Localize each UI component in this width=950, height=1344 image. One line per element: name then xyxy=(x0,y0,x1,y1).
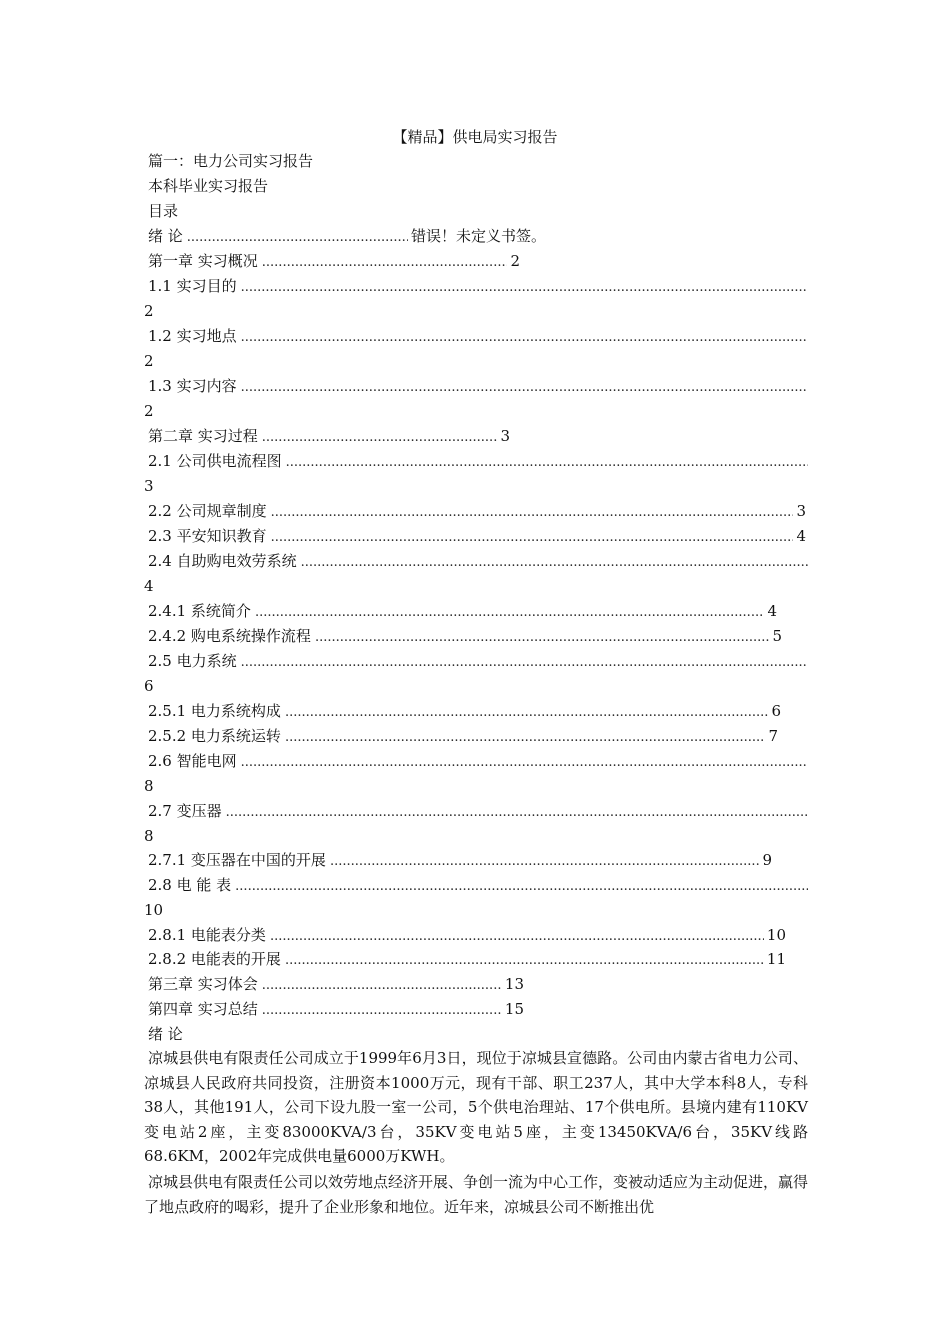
toc-entry-label: 2.1 公司供电流程图 xyxy=(148,452,282,470)
toc-entry-2-8[interactable] xyxy=(148,874,808,896)
toc-entry-2-3[interactable] xyxy=(148,525,806,547)
toc-entry-page: 错误！未定义书签。 xyxy=(410,227,546,245)
toc-entry-label: 1.1 实习目的 xyxy=(148,277,237,295)
toc-entry-page: 9 xyxy=(762,851,772,869)
toc-entry-intro[interactable] xyxy=(148,225,546,247)
toc-entry-label: 第三章 实习体会 xyxy=(148,975,258,993)
toc-entry-page: 3 xyxy=(796,502,806,520)
toc-entry-1-1[interactable] xyxy=(148,275,808,297)
toc-entry-label: 2.8.1 电能表分类 xyxy=(148,926,266,944)
toc-entry-label: 2.7.1 变压器在中国的开展 xyxy=(148,851,326,869)
toc-leader-dots xyxy=(262,427,498,447)
toc-entry-page: 2 xyxy=(144,302,154,320)
section-heading-intro: 绪 论 xyxy=(148,1025,183,1043)
toc-entry-2-8-2[interactable] xyxy=(148,948,786,970)
toc-entry-2-5-2[interactable] xyxy=(148,725,778,747)
toc-leader-dots xyxy=(187,227,408,247)
toc-entry-page: 3 xyxy=(144,477,154,495)
body-paragraph: 凉城县供电有限责任公司成立于1999年6月3日，现位于凉城县宣德路。公司由内蒙古省电力公司、凉城县人民政府共同投资，注册资本1000万元，现有干部、职工237人，其中大学本科8人，专科38人，其他191人，公司下设九股一室一公司，5个供电治理站、17个供电所。县境内建有110KV变电站2座，主变83000KVA/3台，35KV变电站5座，主变13450KVA/6台，35KV线路68.6KM，2002年完成供电量6000万KWH。 xyxy=(144,1049,808,1166)
toc-entry-chapter3[interactable] xyxy=(148,973,524,995)
toc-entry-page: 3 xyxy=(500,427,510,445)
toc-entry-chapter1[interactable] xyxy=(148,250,520,272)
toc-leader-dots xyxy=(262,1000,502,1020)
toc-entry-label: 2.4 自助购电效劳系统 xyxy=(148,552,297,570)
toc-entry-label: 2.5.2 电力系统运转 xyxy=(148,727,281,745)
toc-entry-page: 13 xyxy=(504,975,524,993)
toc-entry-label: 2.8.2 电能表的开展 xyxy=(148,950,281,968)
toc-entry-label: 1.2 实习地点 xyxy=(148,327,237,345)
toc-leader-dots xyxy=(286,452,808,472)
toc-entry-2-2[interactable] xyxy=(148,500,806,522)
toc-entry-label: 2.8 电 能 表 xyxy=(148,876,232,894)
document-title: 【精品】供电局实习报告 xyxy=(392,128,558,146)
toc-entry-2-5[interactable] xyxy=(148,650,808,672)
toc-entry-chapter4[interactable] xyxy=(148,998,524,1020)
toc-entry-label: 2.4.2 购电系统操作流程 xyxy=(148,627,311,645)
toc-leader-dots xyxy=(285,727,766,747)
toc-entry-label: 2.5.1 电力系统构成 xyxy=(148,702,281,720)
toc-leader-dots xyxy=(271,527,794,547)
toc-entry-page: 8 xyxy=(144,827,154,845)
toc-entry-label: 1.3 实习内容 xyxy=(148,377,237,395)
toc-entry-page: 6 xyxy=(144,677,154,695)
toc-leader-dots xyxy=(285,702,769,722)
toc-leader-dots xyxy=(262,252,508,272)
toc-entry-label: 第四章 实习总结 xyxy=(148,1000,258,1018)
toc-entry-label: 2.7 变压器 xyxy=(148,802,222,820)
toc-entry-2-8-1[interactable] xyxy=(148,924,786,946)
toc-entry-page: 4 xyxy=(796,527,806,545)
toc-entry-page: 10 xyxy=(144,901,164,919)
toc-entry-label: 2.2 公司规章制度 xyxy=(148,502,267,520)
toc-entry-page: 4 xyxy=(767,602,777,620)
toc-entry-label: 2.6 智能电网 xyxy=(148,752,237,770)
toc-entry-2-6[interactable] xyxy=(148,750,808,772)
toc-leader-dots xyxy=(241,327,808,347)
toc-leader-dots xyxy=(285,950,764,970)
toc-entry-chapter2[interactable] xyxy=(148,425,510,447)
toc-entry-page: 11 xyxy=(766,950,786,968)
toc-entry-page: 2 xyxy=(144,402,154,420)
toc-entry-2-7-1[interactable] xyxy=(148,849,772,871)
toc-leader-dots xyxy=(241,752,808,772)
toc-entry-page: 2 xyxy=(144,352,154,370)
toc-entry-label: 绪 论 xyxy=(148,227,183,245)
toc-entry-label: 第一章 实习概况 xyxy=(148,252,258,270)
toc-entry-label: 2.5 电力系统 xyxy=(148,652,237,670)
toc-leader-dots xyxy=(271,502,794,522)
toc-heading: 目录 xyxy=(148,202,179,220)
toc-leader-dots xyxy=(241,277,808,297)
toc-entry-2-1[interactable] xyxy=(148,450,808,472)
toc-leader-dots xyxy=(301,552,808,572)
toc-leader-dots xyxy=(315,627,770,647)
toc-leader-dots xyxy=(235,876,808,896)
toc-entry-2-4-1[interactable] xyxy=(148,600,777,622)
toc-leader-dots xyxy=(226,802,808,822)
toc-entry-1-2[interactable] xyxy=(148,325,808,347)
toc-entry-page: 10 xyxy=(766,926,786,944)
toc-entry-1-3[interactable] xyxy=(148,375,808,397)
toc-entry-page: 4 xyxy=(144,577,154,595)
toc-entry-page: 7 xyxy=(768,727,778,745)
part-heading: 篇一：电力公司实习报告 xyxy=(148,152,314,170)
toc-leader-dots xyxy=(255,602,765,622)
toc-entry-page: 6 xyxy=(771,702,781,720)
toc-leader-dots xyxy=(241,377,808,397)
body-paragraph: 凉城县供电有限责任公司以效劳地点经济开展、争创一流为中心工作，变被动适应为主动促进，赢得了地点政府的喝彩，提升了企业形象和地位。近年来，凉城县公司不断推出优 xyxy=(144,1173,809,1216)
toc-entry-2-4-2[interactable] xyxy=(148,625,782,647)
toc-entry-label: 2.3 平安知识教育 xyxy=(148,527,267,545)
toc-entry-label: 第二章 实习过程 xyxy=(148,427,258,445)
toc-entry-2-5-1[interactable] xyxy=(148,700,781,722)
toc-entry-page: 2 xyxy=(510,252,520,270)
report-title: 本科毕业实习报告 xyxy=(148,177,269,195)
toc-leader-dots xyxy=(241,652,808,672)
toc-leader-dots xyxy=(262,975,502,995)
toc-leader-dots xyxy=(330,851,760,871)
toc-entry-2-7[interactable] xyxy=(148,800,808,822)
toc-entry-label: 2.4.1 系统简介 xyxy=(148,602,251,620)
toc-entry-page: 15 xyxy=(504,1000,524,1018)
toc-entry-page: 5 xyxy=(772,627,782,645)
toc-leader-dots xyxy=(270,926,764,946)
toc-entry-page: 8 xyxy=(144,777,154,795)
toc-entry-2-4[interactable] xyxy=(148,550,808,572)
